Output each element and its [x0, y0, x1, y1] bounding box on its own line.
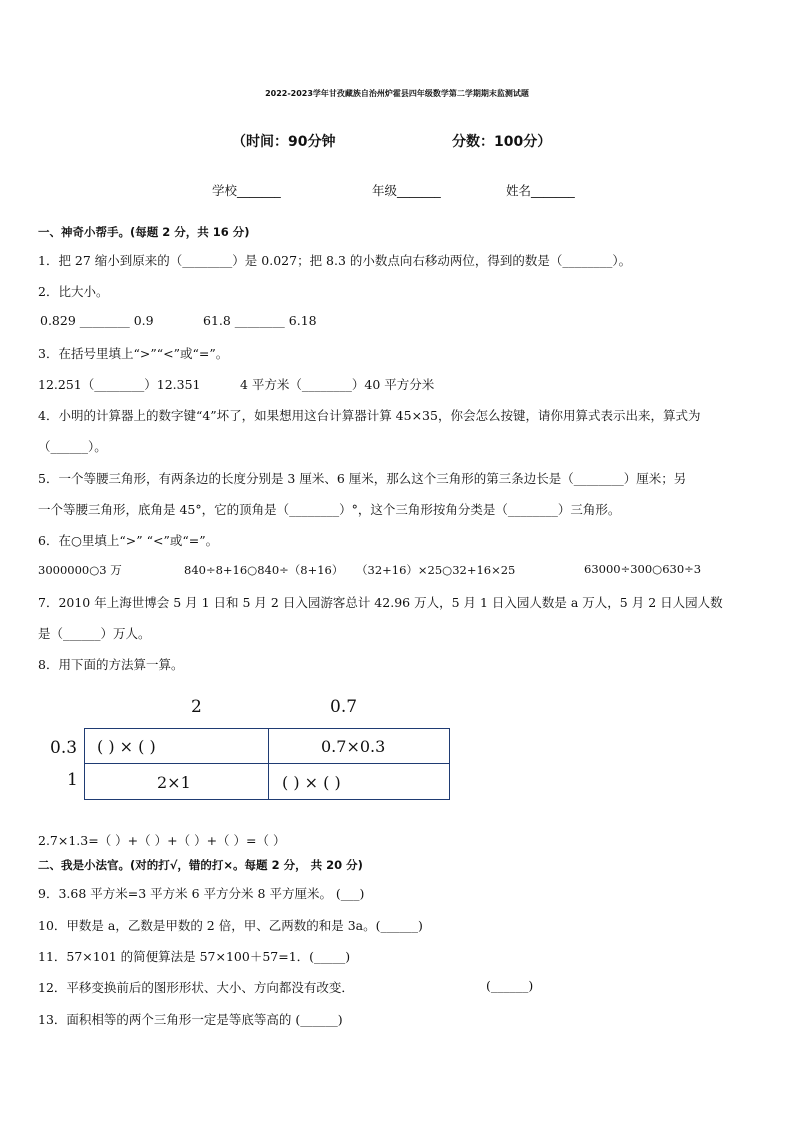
grid-divider: [268, 729, 269, 799]
multiplication-grid: [84, 728, 450, 800]
grid-cell: 0.7×0.3: [321, 737, 386, 756]
question-2: 2．比大小。: [38, 284, 109, 299]
row-header: 1: [67, 770, 78, 790]
question-5-cont: 一个等腰三角形，底角是 45°，它的顶角是（________）°，这个三角形按角分类是（________）三角形。: [38, 502, 621, 517]
question-2-item: 0.829 ________ 0.9: [40, 313, 154, 328]
section1-heading: 一、神奇小帮手。(每题 2 分，共 16 分): [38, 225, 250, 239]
question-12: 12．平移变换前后的图形形状、大小、方向都没有改变．: [38, 980, 354, 995]
section2-heading: 二、我是小法官。(对的打√，错的打×。每题 2 分， 共 20 分): [38, 858, 363, 872]
grid-cell: 2×1: [157, 773, 191, 792]
question-6: 6．在○里填上“>” “<”或“=”。: [38, 533, 219, 548]
col-header: 0.7: [330, 697, 358, 717]
exam-time: （时间：90分钟: [232, 134, 336, 150]
question-7-cont: 是（______）万人。: [38, 626, 151, 641]
question-7: 7．2010 年上海世博会 5 月 1 日和 5 月 2 日入园游客总计 42.96 万人，5 月 1 日入园人数是 a 万人，5 月 2 日人园人数: [38, 595, 723, 610]
question-5: 5．一个等腰三角形，有两条边的长度分别是 3 厘米、6 厘米，那么这个三角形的第三条边长是（________）厘米；另: [38, 471, 687, 486]
question-1: 1．把 27 缩小到原来的（________）是 0.027；把 8.3 的小数点向右移动两位，得到的数是（________）。: [38, 253, 632, 268]
grade-field: 年级_______: [372, 183, 441, 198]
school-field: 学校_______: [212, 183, 281, 198]
question-6-item: （32+16）×25○32+16×25: [356, 563, 516, 577]
question-3-item: 12.251（________）12.351: [38, 377, 201, 392]
col-header: 2: [191, 697, 202, 717]
question-3-item: 4 平方米（________）40 平方分米: [240, 377, 435, 392]
question-9: 9．3.68 平方米=3 平方米 6 平方分米 8 平方厘米。 (___): [38, 886, 365, 901]
question-10: 10．甲数是 a，乙数是甲数的 2 倍，甲、乙两数的和是 3a。(______): [38, 918, 423, 933]
question-4: 4．小明的计算器上的数字键“4”坏了，如果想用这台计算器计算 45×35，你会怎么按键，请你用算式表示出来，算式为: [38, 408, 701, 423]
grid-cell: ( ) × ( ): [282, 773, 341, 792]
grid-cell: ( ) × ( ): [97, 737, 156, 756]
question-6-item: 63000÷300○630÷3: [584, 562, 702, 576]
question-8-equation: 2.7×1.3=（ ）+（ ）+（ ）+（ ）=（ ）: [38, 833, 286, 848]
question-4-cont: （______）。: [38, 439, 107, 454]
grid-divider: [85, 763, 449, 764]
page-title: 2022-2023学年甘孜藏族自治州炉霍县四年级数学第二学期期末监测试题: [265, 89, 529, 98]
name-field: 姓名_______: [506, 183, 575, 198]
question-13: 13．面积相等的两个三角形一定是等底等高的 (______): [38, 1012, 343, 1027]
question-12-blank: (______): [486, 978, 534, 993]
exam-score: 分数：100分）: [452, 134, 552, 150]
question-11: 11．57×101 的简便算法是 57×100＋57=1．(_____): [38, 949, 351, 964]
question-6-item: 3000000○3 万: [38, 563, 122, 577]
question-6-item: 840÷8+16○840÷（8+16）: [184, 563, 344, 577]
question-8: 8．用下面的方法算一算。: [38, 657, 184, 672]
question-3: 3．在括号里填上“>”“<”或“=”。: [38, 346, 229, 361]
question-2-item: 61.8 ________ 6.18: [203, 313, 317, 328]
row-header: 0.3: [50, 738, 78, 758]
